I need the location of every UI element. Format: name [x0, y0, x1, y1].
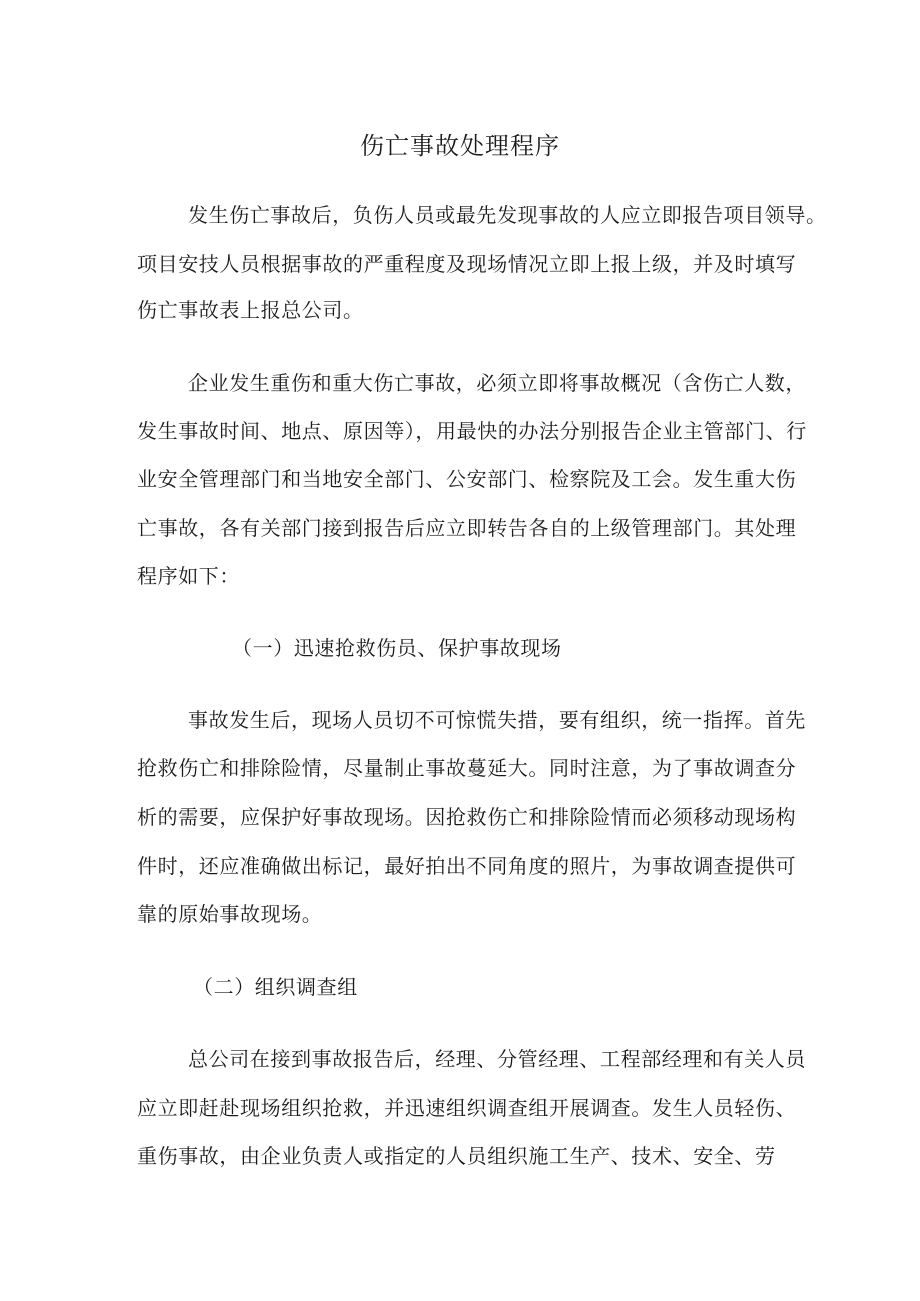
paragraph-2-line-1: 企业发生重伤和重大伤亡事故，必须立即将事故概况（含伤亡人数，: [188, 371, 806, 395]
section-2-heading: （二）组织调查组: [193, 975, 358, 999]
section-1-line-3: 析的需要，应保护好事故现场。因抢救伤亡和排除险情而必须移动现场构: [137, 805, 797, 829]
section-2-line-2: 应立即赶赴现场组织抢救，并迅速组织调查组开展调查。发生人员轻伤、: [137, 1096, 797, 1120]
section-1-line-1: 事故发生后，现场人员切不可惊慌失措，要有组织，统一指挥。首先: [188, 708, 806, 732]
paragraph-2-line-3: 业安全管理部门和当地安全部门、公安部门、检察院及工会。发生重大伤: [137, 467, 797, 491]
paragraph-2-line-5: 程序如下：: [137, 564, 240, 588]
paragraph-2-line-2: 发生事故时间、地点、原因等），用最快的办法分别报告企业主管部门、行: [137, 419, 807, 443]
section-2-line-3: 重伤事故，由企业负责人或指定的人员组织施工生产、技术、安全、劳: [137, 1144, 776, 1168]
paragraph-1-line-1: 发生伤亡事故后，负伤人员或最先发现事故的人应立即报告项目领导。: [188, 203, 827, 227]
section-1-heading: （一）迅速抢救伤员、保护事故现场: [232, 636, 562, 660]
section-1-line-2: 抢救伤亡和排除险情，尽量制止事故蔓延大。同时注意，为了事故调查分: [137, 756, 797, 780]
section-1-line-4: 件时，还应准确做出标记，最好拍出不同角度的照片，为事故调查提供可: [137, 854, 797, 878]
section-2-line-1: 总公司在接到事故报告后，经理、分管经理、工程部经理和有关人员: [188, 1047, 806, 1071]
document-title: 伤亡事故处理程序: [360, 132, 560, 160]
paragraph-2-line-4: 亡事故，各有关部门接到报告后应立即转告各自的上级管理部门。其处理: [137, 516, 797, 540]
section-1-line-5: 靠的原始事故现场。: [137, 902, 323, 926]
paragraph-1-line-2: 项目安技人员根据事故的严重程度及现场情况立即上报上级，并及时填写: [137, 252, 797, 276]
paragraph-1-line-3: 伤亡事故表上报总公司。: [137, 298, 364, 322]
